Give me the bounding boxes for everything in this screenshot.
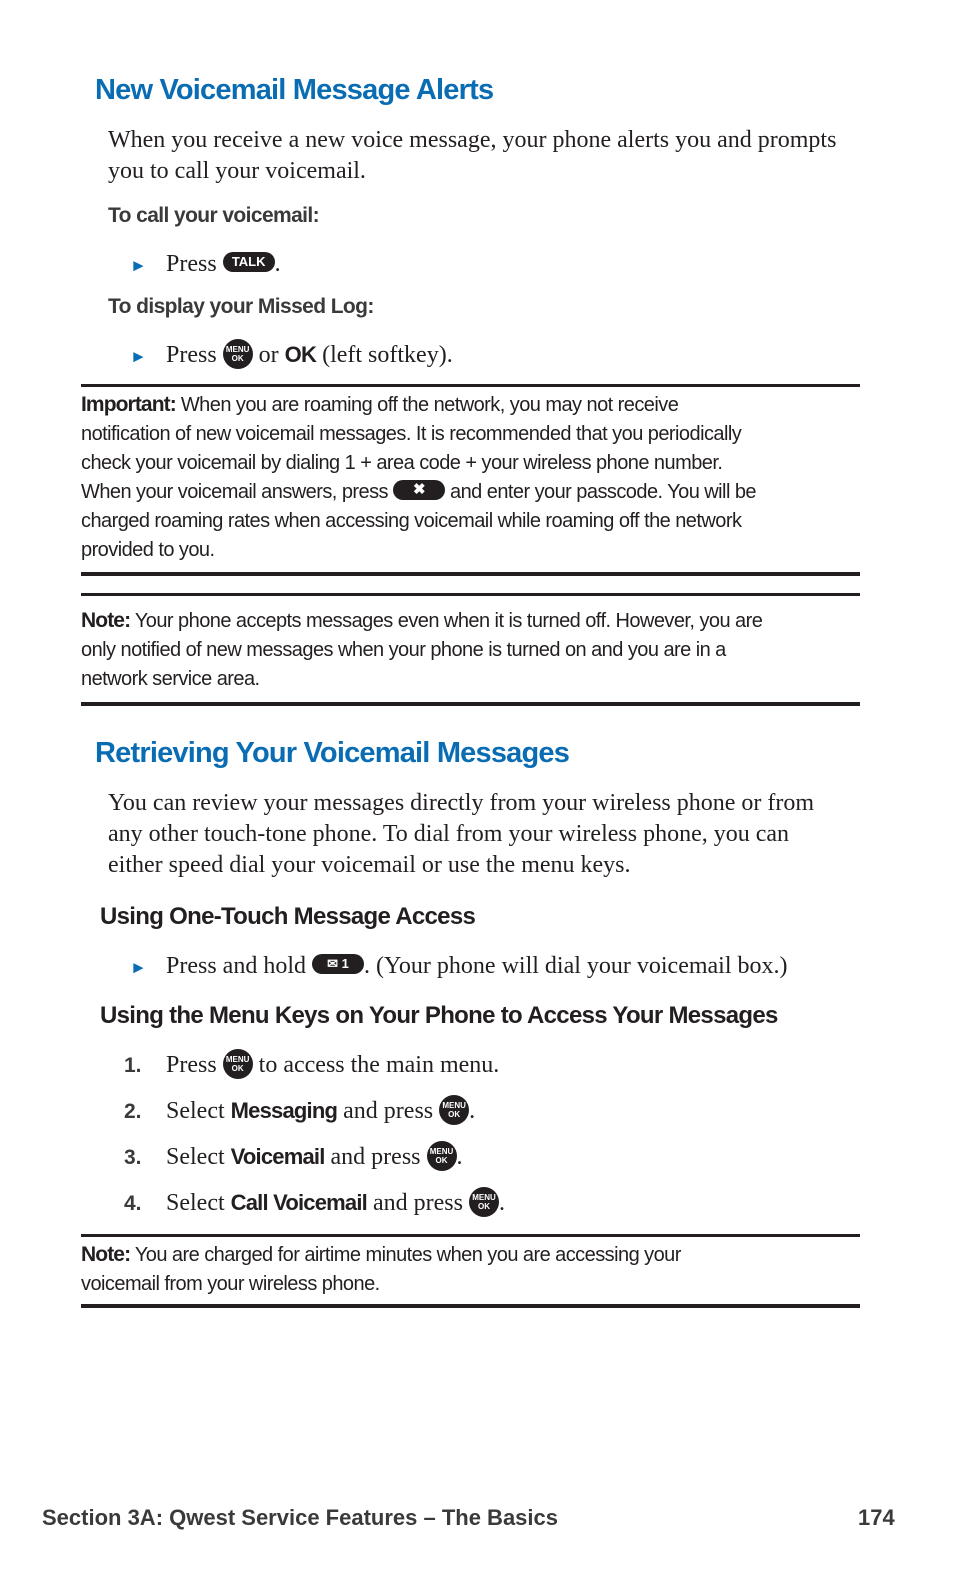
footer-section-title: Section 3A: Qwest Service Features – The Basics (42, 1505, 559, 1530)
section-title-new-voicemail-alerts: New Voicemail Message Alerts (95, 74, 494, 106)
important-note: Important: When you are roaming off the network, you may not receive notification of new voicemail messages. It is recommended that you periodically check your voicemail by dialing 1 + area code + your wireless phone number. When your voicemail answers, press ✖ and enter your passcode. You will be charged roaming rates when accessing voicemail while roaming off the network provided to you. (81, 393, 756, 561)
bullet-arrow-icon: ► (130, 347, 147, 366)
note1-top-rule (81, 593, 860, 596)
messaging-label: Messaging (230, 1098, 338, 1123)
note2-label: Note: (81, 1243, 131, 1266)
important-bottom-rule (81, 572, 860, 576)
missed-step-or: or (258, 342, 279, 368)
one-touch-heading: Using One-Touch Message Access (100, 903, 476, 930)
call-step: ► Press TALK . (130, 249, 281, 279)
missed-step-press: Press (166, 342, 217, 368)
missed-step-tail: (left softkey). (322, 342, 453, 368)
menu-ok-key-icon: MENU OK (223, 1049, 253, 1079)
voicemail-label: Voicemail (230, 1144, 325, 1169)
ok-softkey-label: OK (284, 342, 317, 367)
talk-key-icon: TALK (223, 252, 275, 272)
step-3: 3. Select Voicemail and press MENU OK . (124, 1142, 463, 1172)
step-2: 2. Select Messaging and press MENU OK . (124, 1096, 475, 1126)
missed-log-heading: To display your Missed Log: (108, 295, 374, 318)
note2-top-rule (81, 1234, 860, 1237)
call-voicemail-heading: To call your voicemail: (108, 204, 320, 227)
note-roaming: Note: Your phone accepts messages even when it is turned off. However, you are only notified of new messages when your phone is turned on and you are in a network service area. (81, 609, 763, 690)
menu-ok-key-icon: MENU OK (427, 1141, 457, 1171)
menu-keys-heading: Using the Menu Keys on Your Phone to Access Your Messages (100, 1002, 778, 1029)
bullet-arrow-icon: ► (130, 256, 147, 275)
intro-paragraph: When you receive a new voice message, your phone alerts you and prompts you to call your voicemail. (108, 127, 837, 184)
important-label: Important: (81, 393, 176, 416)
page-number: 174 (858, 1505, 895, 1530)
bullet-arrow-icon: ► (130, 958, 147, 977)
one-touch-step: ► Press and hold ✉ 1 . (Your phone will dial your voicemail box.) (130, 951, 788, 981)
note1-label: Note: (81, 609, 131, 632)
asterisk-key-icon: ✖ (393, 480, 445, 500)
call-voicemail-label: Call Voicemail (230, 1190, 367, 1215)
note-airtime: Note: You are charged for airtime minutes when you are accessing your voicemail from your wireless phone. (81, 1243, 681, 1295)
menu-ok-key-icon: MENU OK (439, 1095, 469, 1125)
note1-bottom-rule (81, 702, 860, 706)
missed-step (130, 340, 453, 370)
retrieving-intro-paragraph: You can review your messages directly from your wireless phone or from any other touch-tone phone. To dial from your wireless phone, you can either speed dial your voicemail or use the menu keys. (108, 790, 815, 878)
call-step-press: Press (166, 251, 217, 277)
step-1: 1. Press MENU OK to access the main menu. (124, 1050, 499, 1080)
step-4: 4. Select Call Voicemail and press MENU OK . (124, 1188, 505, 1218)
note2-bottom-rule (81, 1304, 860, 1308)
menu-ok-key-icon: MENU OK (223, 339, 253, 369)
important-top-rule (81, 384, 860, 387)
section-title-retrieving-messages: Retrieving Your Voicemail Messages (95, 737, 570, 769)
menu-ok-key-icon: MENU OK (469, 1187, 499, 1217)
voicemail-key-1-icon: ✉ 1 (312, 954, 364, 974)
